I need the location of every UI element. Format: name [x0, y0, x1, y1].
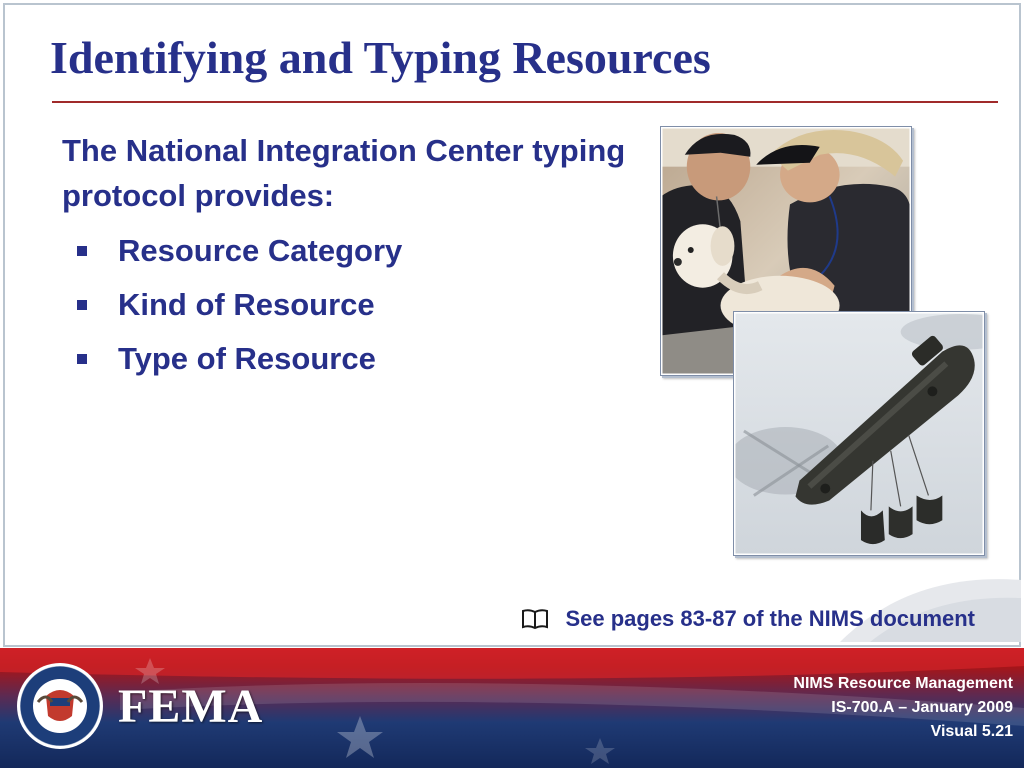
- bullet-label: Kind of Resource: [118, 287, 375, 322]
- course-title: NIMS Resource Management: [793, 675, 1013, 692]
- bullet-list: [72, 224, 592, 386]
- bullet-square-icon: [77, 354, 87, 364]
- helicopter-photo: [733, 311, 985, 556]
- dhs-seal-icon: [16, 662, 104, 750]
- book-icon: [521, 608, 549, 630]
- bullet-item-kind-of-resource: [72, 278, 592, 332]
- slide-title: Identifying and Typing Resources: [50, 32, 711, 83]
- bullet-label: Type of Resource: [118, 341, 376, 376]
- visual-number: Visual 5.21: [930, 723, 1013, 740]
- intro-text: The National Integration Center typing protocol provides:: [62, 133, 626, 213]
- title-divider: [52, 101, 998, 103]
- reference-text: See pages 83-87 of the NIMS document: [565, 606, 975, 631]
- footer-banner: [0, 648, 1024, 768]
- bullet-label: Resource Category: [118, 233, 403, 268]
- course-id: IS-700.A – January 2009: [831, 699, 1013, 716]
- fema-logo: FEMA: [118, 680, 264, 733]
- footer-info: [693, 672, 1013, 744]
- bullet-item-type-of-resource: [72, 332, 592, 386]
- bullet-square-icon: [77, 246, 87, 256]
- reference-note: [521, 604, 975, 634]
- bullet-square-icon: [77, 300, 87, 310]
- bullet-item-resource-category: [72, 224, 592, 278]
